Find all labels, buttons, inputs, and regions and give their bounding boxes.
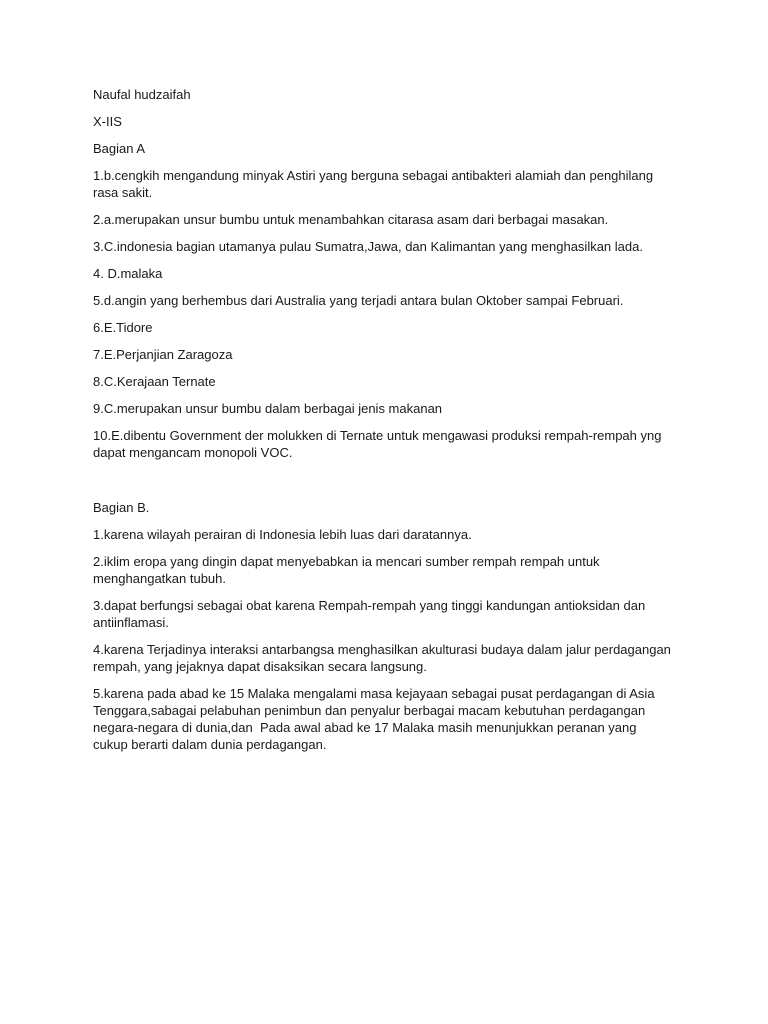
section-b xyxy=(93,499,673,753)
answer-b-5: 5.karena pada abad ke 15 Malaka mengalami masa kejayaan sebagai pusat perdagangan di Asia Tenggara,sabagai pelabuhan penimbun dan penyalur berbagai macam kebutuhan perdagangan negara-negara di dunia,dan Pada awal abad ke 17 Malaka masih menunjukkan peranan yang cukup berarti dalam dunia perdagangan. xyxy=(93,686,658,752)
answer-a-2: 2.a.merupakan unsur bumbu untuk menambahkan citarasa asam dari berbagai masakan. xyxy=(93,212,609,227)
answer-a-6: 6.E.Tidore xyxy=(93,320,153,335)
section-a-title: Bagian A xyxy=(93,141,146,156)
answer-a-4: 4. D.malaka xyxy=(93,266,163,281)
answer-a-10: 10.E.dibentu Government der molukken di Ternate untuk mengawasi produksi rempah-rempah yng dapat mengancam monopoli VOC. xyxy=(93,428,666,460)
answer-b-4: 4.karena Terjadinya interaksi antarbangsa menghasilkan akulturasi budaya dalam jalur perdagangan rempah, yang jejaknya dapat disaksikan secara langsung. xyxy=(93,642,675,674)
section-a xyxy=(93,140,673,461)
document-body xyxy=(93,86,673,763)
answer-a-9: 9.C.merupakan unsur bumbu dalam berbagai jenis makanan xyxy=(93,401,443,416)
student-name: Naufal hudzaifah xyxy=(93,87,191,102)
answer-a-8: 8.C.Kerajaan Ternate xyxy=(93,374,216,389)
section-b-title: Bagian B. xyxy=(93,500,150,515)
answer-a-3: 3.C.indonesia bagian utamanya pulau Sumatra,Jawa, dan Kalimantan yang menghasilkan lada. xyxy=(93,239,643,254)
answer-a-5: 5.d.angin yang berhembus dari Australia yang terjadi antara bulan Oktober sampai Februari. xyxy=(93,293,624,308)
section-spacer xyxy=(93,471,673,499)
answer-b-2: 2.iklim eropa yang dingin dapat menyebabkan ia mencari sumber rempah rempah untuk menghangatkan tubuh. xyxy=(93,554,604,586)
answer-a-1: 1.b.cengkih mengandung minyak Astiri yang berguna sebagai antibakteri alamiah dan penghilang rasa sakit. xyxy=(93,168,657,200)
answer-b-3: 3.dapat berfungsi sebagai obat karena Rempah-rempah yang tinggi kandungan antioksidan dan antiinflamasi. xyxy=(93,598,649,630)
answer-a-7: 7.E.Perjanjian Zaragoza xyxy=(93,347,233,362)
answer-b-1: 1.karena wilayah perairan di Indonesia lebih luas dari daratannya. xyxy=(93,527,472,542)
student-class: X-IIS xyxy=(93,114,122,129)
